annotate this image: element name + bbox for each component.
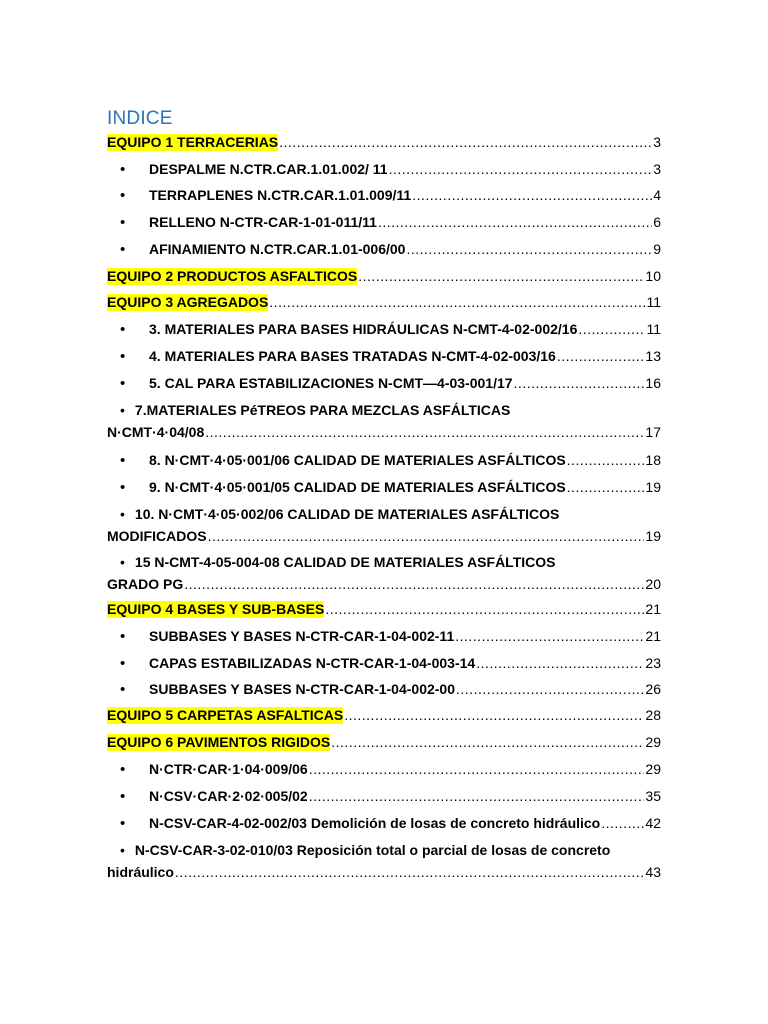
toc-entry-text: CAPAS ESTABILIZADAS N-CTR-CAR-1-04-003-14 bbox=[149, 655, 476, 671]
toc-page-number: 4 bbox=[653, 187, 661, 203]
toc-page-number: 17 bbox=[645, 424, 661, 440]
toc-page-number: 9 bbox=[653, 241, 661, 257]
toc-page-number: 23 bbox=[645, 655, 661, 671]
bullet-icon: • bbox=[120, 375, 126, 392]
toc-entry-text: SUBBASES Y BASES N-CTR-CAR-1-04-002-11 bbox=[149, 628, 455, 644]
toc-page-number: 16 bbox=[645, 375, 661, 391]
dot-leader bbox=[184, 576, 644, 593]
toc-entry-materiales-bases-tratadas[interactable] bbox=[107, 348, 661, 365]
toc-page-number: 21 bbox=[645, 628, 661, 644]
toc-entry-subbases-bases-11[interactable] bbox=[107, 628, 661, 645]
bullet-icon: • bbox=[120, 506, 125, 522]
toc-entry-text: N-CSV-CAR-4-02-002/03 Demolición de losas de concreto hidráulico bbox=[149, 815, 601, 831]
toc-entry-text-continued: MODIFICADOS bbox=[107, 528, 207, 544]
dot-leader bbox=[309, 761, 645, 778]
toc-entry-materiales-petreos[interactable] bbox=[107, 402, 661, 441]
bullet-icon: • bbox=[120, 628, 126, 645]
toc-entry-text: 10. N·CMT·4·05·002/06 CALIDAD DE MATERIALES ASFÁLTICOS bbox=[134, 506, 560, 522]
toc-entry-demolicion-losas[interactable] bbox=[107, 815, 661, 832]
toc-page-number: 11 bbox=[646, 321, 661, 337]
toc-entry-equipo-2[interactable] bbox=[107, 268, 661, 285]
toc-entry-text: EQUIPO 3 AGREGADOS bbox=[107, 294, 269, 310]
toc-entry-equipo-3[interactable] bbox=[107, 294, 661, 311]
bullet-icon: • bbox=[120, 321, 126, 338]
toc-title: INDICE bbox=[107, 108, 173, 129]
toc-entry-text-continued: N·CMT·4·04/08 bbox=[107, 424, 205, 440]
dot-leader bbox=[456, 681, 644, 698]
toc-page-number: 29 bbox=[645, 761, 661, 777]
toc-entry-afinamiento[interactable] bbox=[107, 241, 661, 258]
toc-entry-text: EQUIPO 5 CARPETAS ASFALTICAS bbox=[107, 707, 344, 723]
dot-leader bbox=[378, 214, 652, 231]
bullet-icon: • bbox=[120, 479, 126, 496]
dot-leader bbox=[601, 815, 644, 832]
bullet-icon: • bbox=[120, 788, 126, 805]
toc-entry-capas-estabilizadas[interactable] bbox=[107, 655, 661, 672]
toc-entry-subbases-bases-00[interactable] bbox=[107, 681, 661, 698]
dot-leader bbox=[389, 161, 653, 178]
toc-page-number: 42 bbox=[645, 815, 661, 831]
toc-entry-materiales-bases-hidraulicas[interactable] bbox=[107, 321, 661, 338]
dot-leader bbox=[567, 452, 645, 469]
toc-entry-text: SUBBASES Y BASES N-CTR-CAR-1-04-002-00 bbox=[149, 681, 456, 697]
toc-entry-text: 4. MATERIALES PARA BASES TRATADAS N-CMT-4-02-003/16 bbox=[149, 348, 556, 364]
toc-page-number: 43 bbox=[645, 864, 661, 880]
bullet-icon: • bbox=[120, 655, 126, 672]
dot-leader bbox=[208, 528, 645, 545]
toc-entry-relleno[interactable] bbox=[107, 214, 661, 231]
toc-page-number: 3 bbox=[653, 134, 661, 150]
toc-page-number: 21 bbox=[645, 601, 661, 617]
toc-page-number: 10 bbox=[645, 268, 661, 284]
toc-entry-text-continued: GRADO PG bbox=[107, 576, 184, 592]
toc-entry-text: AFINAMIENTO N.CTR.CAR.1.01-006/00 bbox=[149, 241, 406, 257]
toc-entry-text: RELLENO N-CTR-CAR-1-01-011/11 bbox=[149, 214, 377, 230]
toc-entry-despalme[interactable] bbox=[107, 161, 661, 178]
bullet-icon: • bbox=[120, 241, 126, 258]
toc-entry-text: 7.MATERIALES PéTREOS PARA MEZCLAS ASFÁLTICAS bbox=[134, 402, 511, 418]
dot-leader bbox=[309, 788, 645, 805]
dot-leader bbox=[406, 241, 652, 258]
dot-leader bbox=[557, 348, 645, 365]
toc-page-number: 35 bbox=[645, 788, 661, 804]
toc-entry-text: EQUIPO 6 PAVIMENTOS RIGIDOS bbox=[107, 734, 331, 750]
dot-leader bbox=[455, 628, 644, 645]
dot-leader bbox=[205, 424, 644, 441]
bullet-icon: • bbox=[120, 761, 126, 778]
toc-entry-asfalticos-grado-pg[interactable] bbox=[107, 554, 661, 593]
dot-leader bbox=[514, 375, 645, 392]
bullet-icon: • bbox=[120, 681, 126, 698]
toc-entry-equipo-1[interactable] bbox=[107, 134, 661, 151]
dot-leader bbox=[412, 187, 652, 204]
toc-entry-text: N·CSV·CAR·2·02·005/02 bbox=[149, 788, 308, 804]
toc-entry-text: 3. MATERIALES PARA BASES HIDRÁULICAS N-CMT-4-02-002/16 bbox=[149, 321, 578, 337]
toc-page-number: 18 bbox=[645, 452, 661, 468]
toc-page-number: 19 bbox=[645, 528, 661, 544]
toc-entry-csv-car-2-02-005[interactable] bbox=[107, 788, 661, 805]
bullet-icon: • bbox=[120, 187, 126, 204]
bullet-icon: • bbox=[120, 554, 125, 570]
toc-entry-text: TERRAPLENES N.CTR.CAR.1.01.009/11 bbox=[149, 187, 412, 203]
toc-entry-reposicion-losas[interactable] bbox=[107, 842, 661, 881]
toc-entry-text: N·CTR·CAR·1·04·009/06 bbox=[149, 761, 308, 777]
bullet-icon: • bbox=[120, 348, 126, 365]
toc-page-number: 20 bbox=[645, 576, 661, 592]
bullet-icon: • bbox=[120, 452, 126, 469]
toc-entry-text: 8. N·CMT·4·05·001/06 CALIDAD DE MATERIALES ASFÁLTICOS bbox=[149, 452, 566, 468]
toc-entry-text: DESPALME N.CTR.CAR.1.01.002/ 11 bbox=[149, 161, 388, 177]
toc-entry-equipo-6[interactable] bbox=[107, 734, 661, 751]
dot-leader bbox=[578, 321, 645, 338]
toc-entry-calidad-materiales-asfalticos-05[interactable] bbox=[107, 479, 661, 496]
toc-page-number: 28 bbox=[645, 707, 661, 723]
toc-page-number: 6 bbox=[653, 214, 661, 230]
toc-page-number: 11 bbox=[646, 294, 661, 310]
toc-page-number: 29 bbox=[645, 734, 661, 750]
dot-leader bbox=[567, 479, 645, 496]
dot-leader bbox=[358, 268, 644, 285]
bullet-icon: • bbox=[120, 161, 126, 178]
dot-leader bbox=[175, 864, 645, 881]
toc-entry-asfalticos-modificados[interactable] bbox=[107, 506, 661, 545]
toc-entry-calidad-materiales-asfalticos-06[interactable] bbox=[107, 452, 661, 469]
dot-leader bbox=[269, 294, 645, 311]
bullet-icon: • bbox=[120, 402, 125, 418]
toc-page-number: 26 bbox=[645, 681, 661, 697]
dot-leader bbox=[331, 734, 644, 751]
toc-entry-equipo-4[interactable] bbox=[107, 601, 661, 618]
toc-entry-text: EQUIPO 1 TERRACERIAS bbox=[107, 134, 279, 150]
toc-entry-text: EQUIPO 4 BASES Y SUB-BASES bbox=[107, 601, 325, 617]
toc-entry-cal-estabilizaciones[interactable] bbox=[107, 375, 661, 392]
bullet-icon: • bbox=[120, 842, 125, 858]
dot-leader bbox=[279, 134, 652, 151]
toc-page-number: 3 bbox=[653, 161, 661, 177]
toc-entry-text-continued: hidráulico bbox=[107, 864, 174, 880]
toc-entry-text: 5. CAL PARA ESTABILIZACIONES N-CMT—4-03-001/17 bbox=[149, 375, 513, 391]
toc-entry-text: 9. N·CMT·4·05·001/05 CALIDAD DE MATERIALES ASFÁLTICOS bbox=[149, 479, 566, 495]
toc-page-number: 19 bbox=[645, 479, 661, 495]
toc-entry-text: 15 N-CMT-4-05-004-08 CALIDAD DE MATERIALES ASFÁLTICOS bbox=[134, 554, 556, 570]
toc-entry-ctr-car-1-04-009[interactable] bbox=[107, 761, 661, 778]
toc-entry-text: EQUIPO 2 PRODUCTOS ASFALTICOS bbox=[107, 268, 358, 284]
toc-entry-text: N-CSV-CAR-3-02-010/03 Reposición total o parcial de losas de concreto bbox=[134, 842, 611, 858]
bullet-icon: • bbox=[120, 815, 126, 832]
toc-entry-equipo-5[interactable] bbox=[107, 707, 661, 724]
dot-leader bbox=[344, 707, 644, 724]
dot-leader bbox=[325, 601, 644, 618]
bullet-icon: • bbox=[120, 214, 126, 231]
dot-leader bbox=[476, 655, 644, 672]
toc-entry-terraplenes[interactable] bbox=[107, 187, 661, 204]
toc-page-number: 13 bbox=[645, 348, 661, 364]
